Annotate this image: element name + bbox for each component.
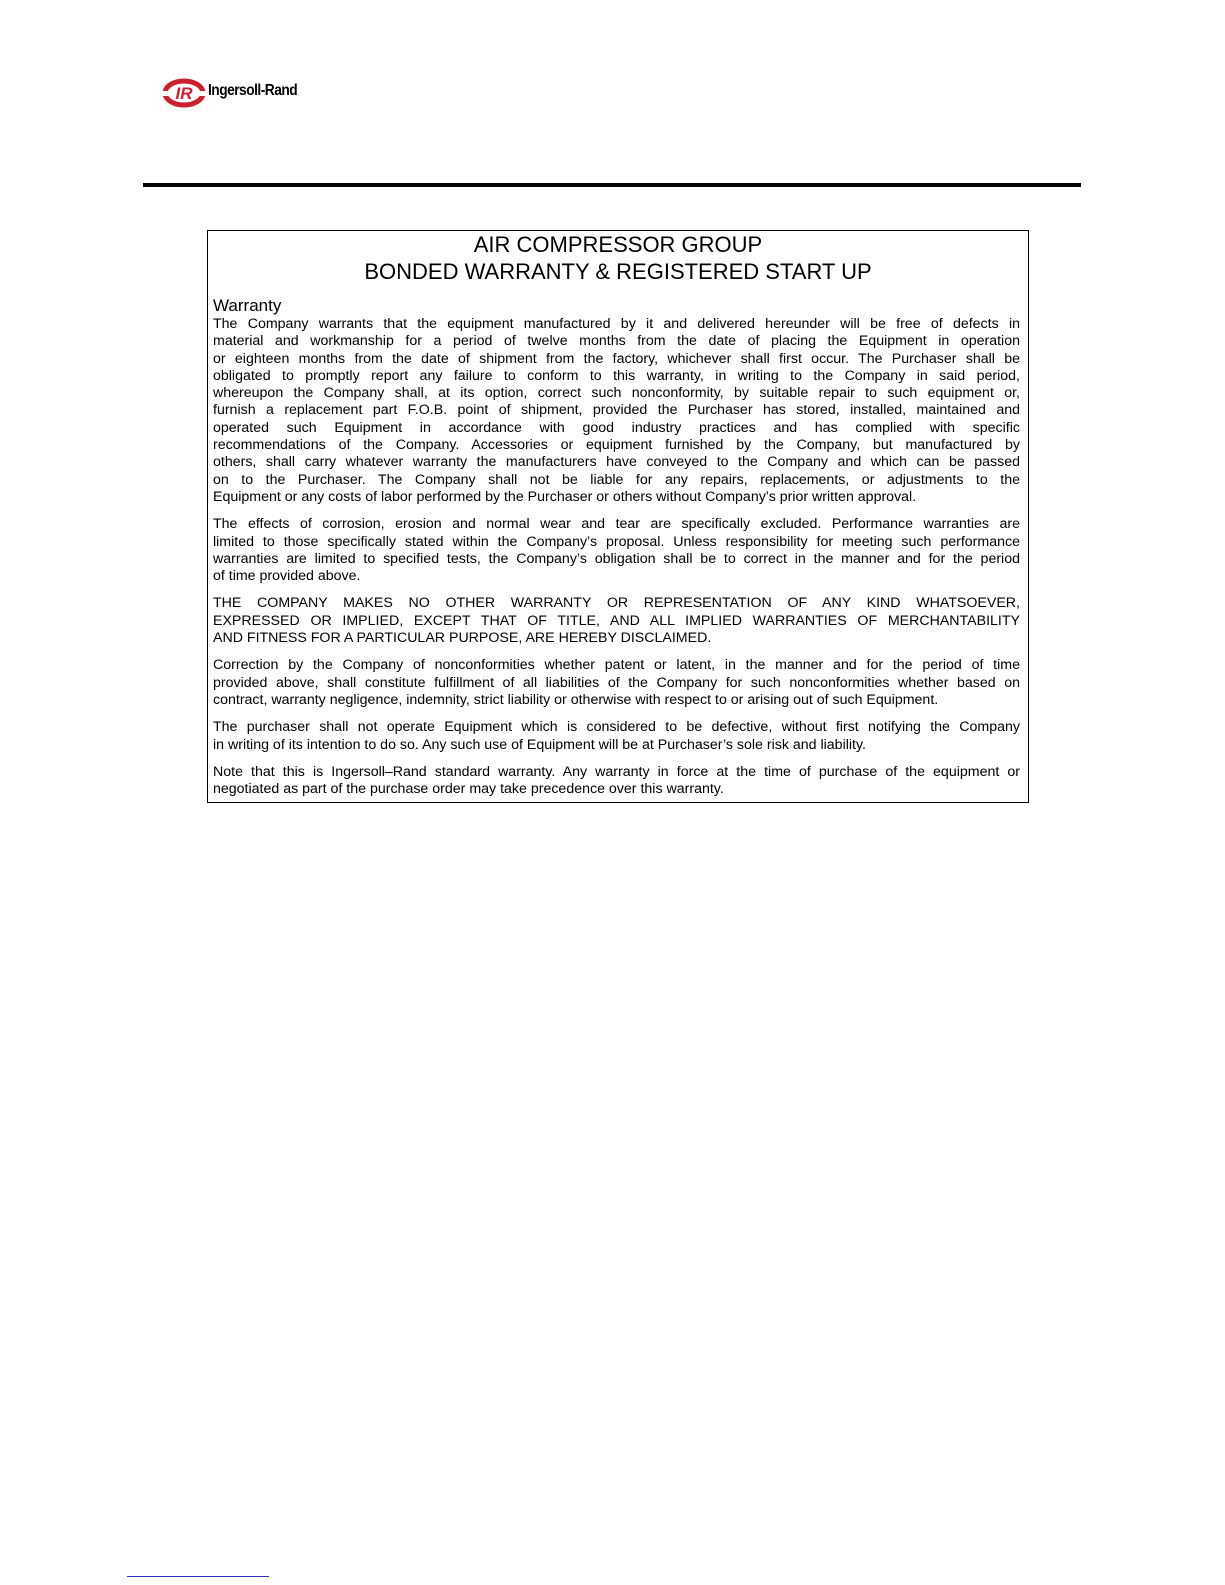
paragraph-line: The purchaser shall not operate Equipment which is considered to be defective, without first notifying the Company bbox=[213, 719, 1020, 736]
paragraph-line: EXPRESSED OR IMPLIED, EXCEPT THAT OF TITLE, AND ALL IMPLIED WARRANTIES OF MERCHANTABILITY bbox=[213, 612, 1020, 629]
paragraph-line: furnish a replacement part F.O.B. point of shipment, provided the Purchaser has stored, installed, maintained and bbox=[213, 402, 1020, 419]
paragraph-line: contract, warranty negligence, indemnity, strict liability or otherwise with respect to or arising out of such Equipment. bbox=[213, 691, 939, 708]
svg-text:IR: IR bbox=[175, 84, 193, 103]
paragraph-line: operated such Equipment in accordance with good industry practices and has complied with specific bbox=[213, 419, 1020, 436]
footer-rule bbox=[127, 1576, 269, 1577]
paragraph-line: whereupon the Company shall, at its option, correct such nonconformity, by suitable repair to such equipment or, bbox=[213, 385, 1020, 402]
paragraph-line: recommendations of the Company. Accessories or equipment furnished by the Company, but manufactured by bbox=[213, 437, 1020, 454]
paragraph-line: on to the Purchaser. The Company shall not be liable for any repairs, replacements, or adjustments to the bbox=[213, 471, 1020, 488]
paragraph-line: limited to those specifically stated within the Company’s proposal. Unless responsibility for meeting such performance bbox=[213, 533, 1020, 550]
warranty-box bbox=[207, 230, 1029, 803]
paragraph-line: Correction by the Company of nonconformities whether patent or latent, in the manner and for the period of time bbox=[213, 657, 1020, 674]
paragraph-line: or eighteen months from the date of shipment from the factory, whichever shall first occur. The Purchaser shall be bbox=[213, 350, 1020, 367]
paragraph-line: provided above, shall constitute fulfillment of all liabilities of the Company for such nonconformities whether based on bbox=[213, 674, 1020, 691]
warranty-paragraph bbox=[213, 657, 1020, 709]
paragraph-line: AND FITNESS FOR A PARTICULAR PURPOSE, ARE HEREBY DISCLAIMED. bbox=[213, 630, 712, 647]
paragraph-line: warranties are limited to specified tests, the Company’s obligation shall be to correct in the manner and for the period bbox=[213, 550, 1020, 567]
paragraph-line: of time provided above. bbox=[213, 568, 361, 585]
paragraph-line: negotiated as part of the purchase order may take precedence over this warranty. bbox=[213, 781, 724, 798]
warranty-paragraph bbox=[213, 719, 1020, 754]
warranty-paragraph bbox=[213, 764, 1020, 799]
paragraph-line: others, shall carry whatever warranty the manufacturers have conveyed to the Company and which can be passed bbox=[213, 454, 1020, 471]
paragraph-line: in writing of its intention to do so. Any such use of Equipment will be at Purchaser’s sole risk and liability. bbox=[213, 736, 866, 753]
paragraph-line: obligated to promptly report any failure to conform to this warranty, in writing to the Company in said period, bbox=[213, 367, 1020, 384]
warranty-paragraphs bbox=[208, 316, 1028, 798]
brand-name: Ingersoll-Rand bbox=[208, 82, 298, 99]
paragraph-line: The effects of corrosion, erosion and normal wear and tear are specifically excluded. Performance warranties are bbox=[213, 516, 1020, 533]
paragraph-line: Note that this is Ingersoll–Rand standard warranty. Any warranty in force at the time of purchase of the equipment or bbox=[213, 763, 1020, 780]
warranty-paragraph bbox=[213, 516, 1020, 585]
document-title-line-1: AIR COMPRESSOR GROUP bbox=[473, 232, 763, 257]
warranty-paragraph bbox=[213, 316, 1020, 506]
paragraph-line: Equipment or any costs of labor performed by the Purchaser or others without Company’s prior written approval. bbox=[213, 488, 917, 505]
section-heading-warranty: Warranty bbox=[213, 296, 282, 315]
ir-logo-mark bbox=[163, 78, 207, 108]
document-title-line-2: BONDED WARRANTY & REGISTERED START UP bbox=[364, 259, 872, 284]
paragraph-line: The Company warrants that the equipment manufactured by it and delivered hereunder will be free of defects in bbox=[213, 316, 1020, 332]
warranty-paragraph bbox=[213, 595, 1020, 647]
header-rule bbox=[143, 183, 1081, 187]
paragraph-line: THE COMPANY MAKES NO OTHER WARRANTY OR REPRESENTATION OF ANY KIND WHATSOEVER, bbox=[213, 595, 1020, 612]
ingersoll-rand-logo bbox=[163, 78, 313, 108]
paragraph-line: material and workmanship for a period of twelve months from the date of placing the Equipment in operation bbox=[213, 333, 1020, 350]
